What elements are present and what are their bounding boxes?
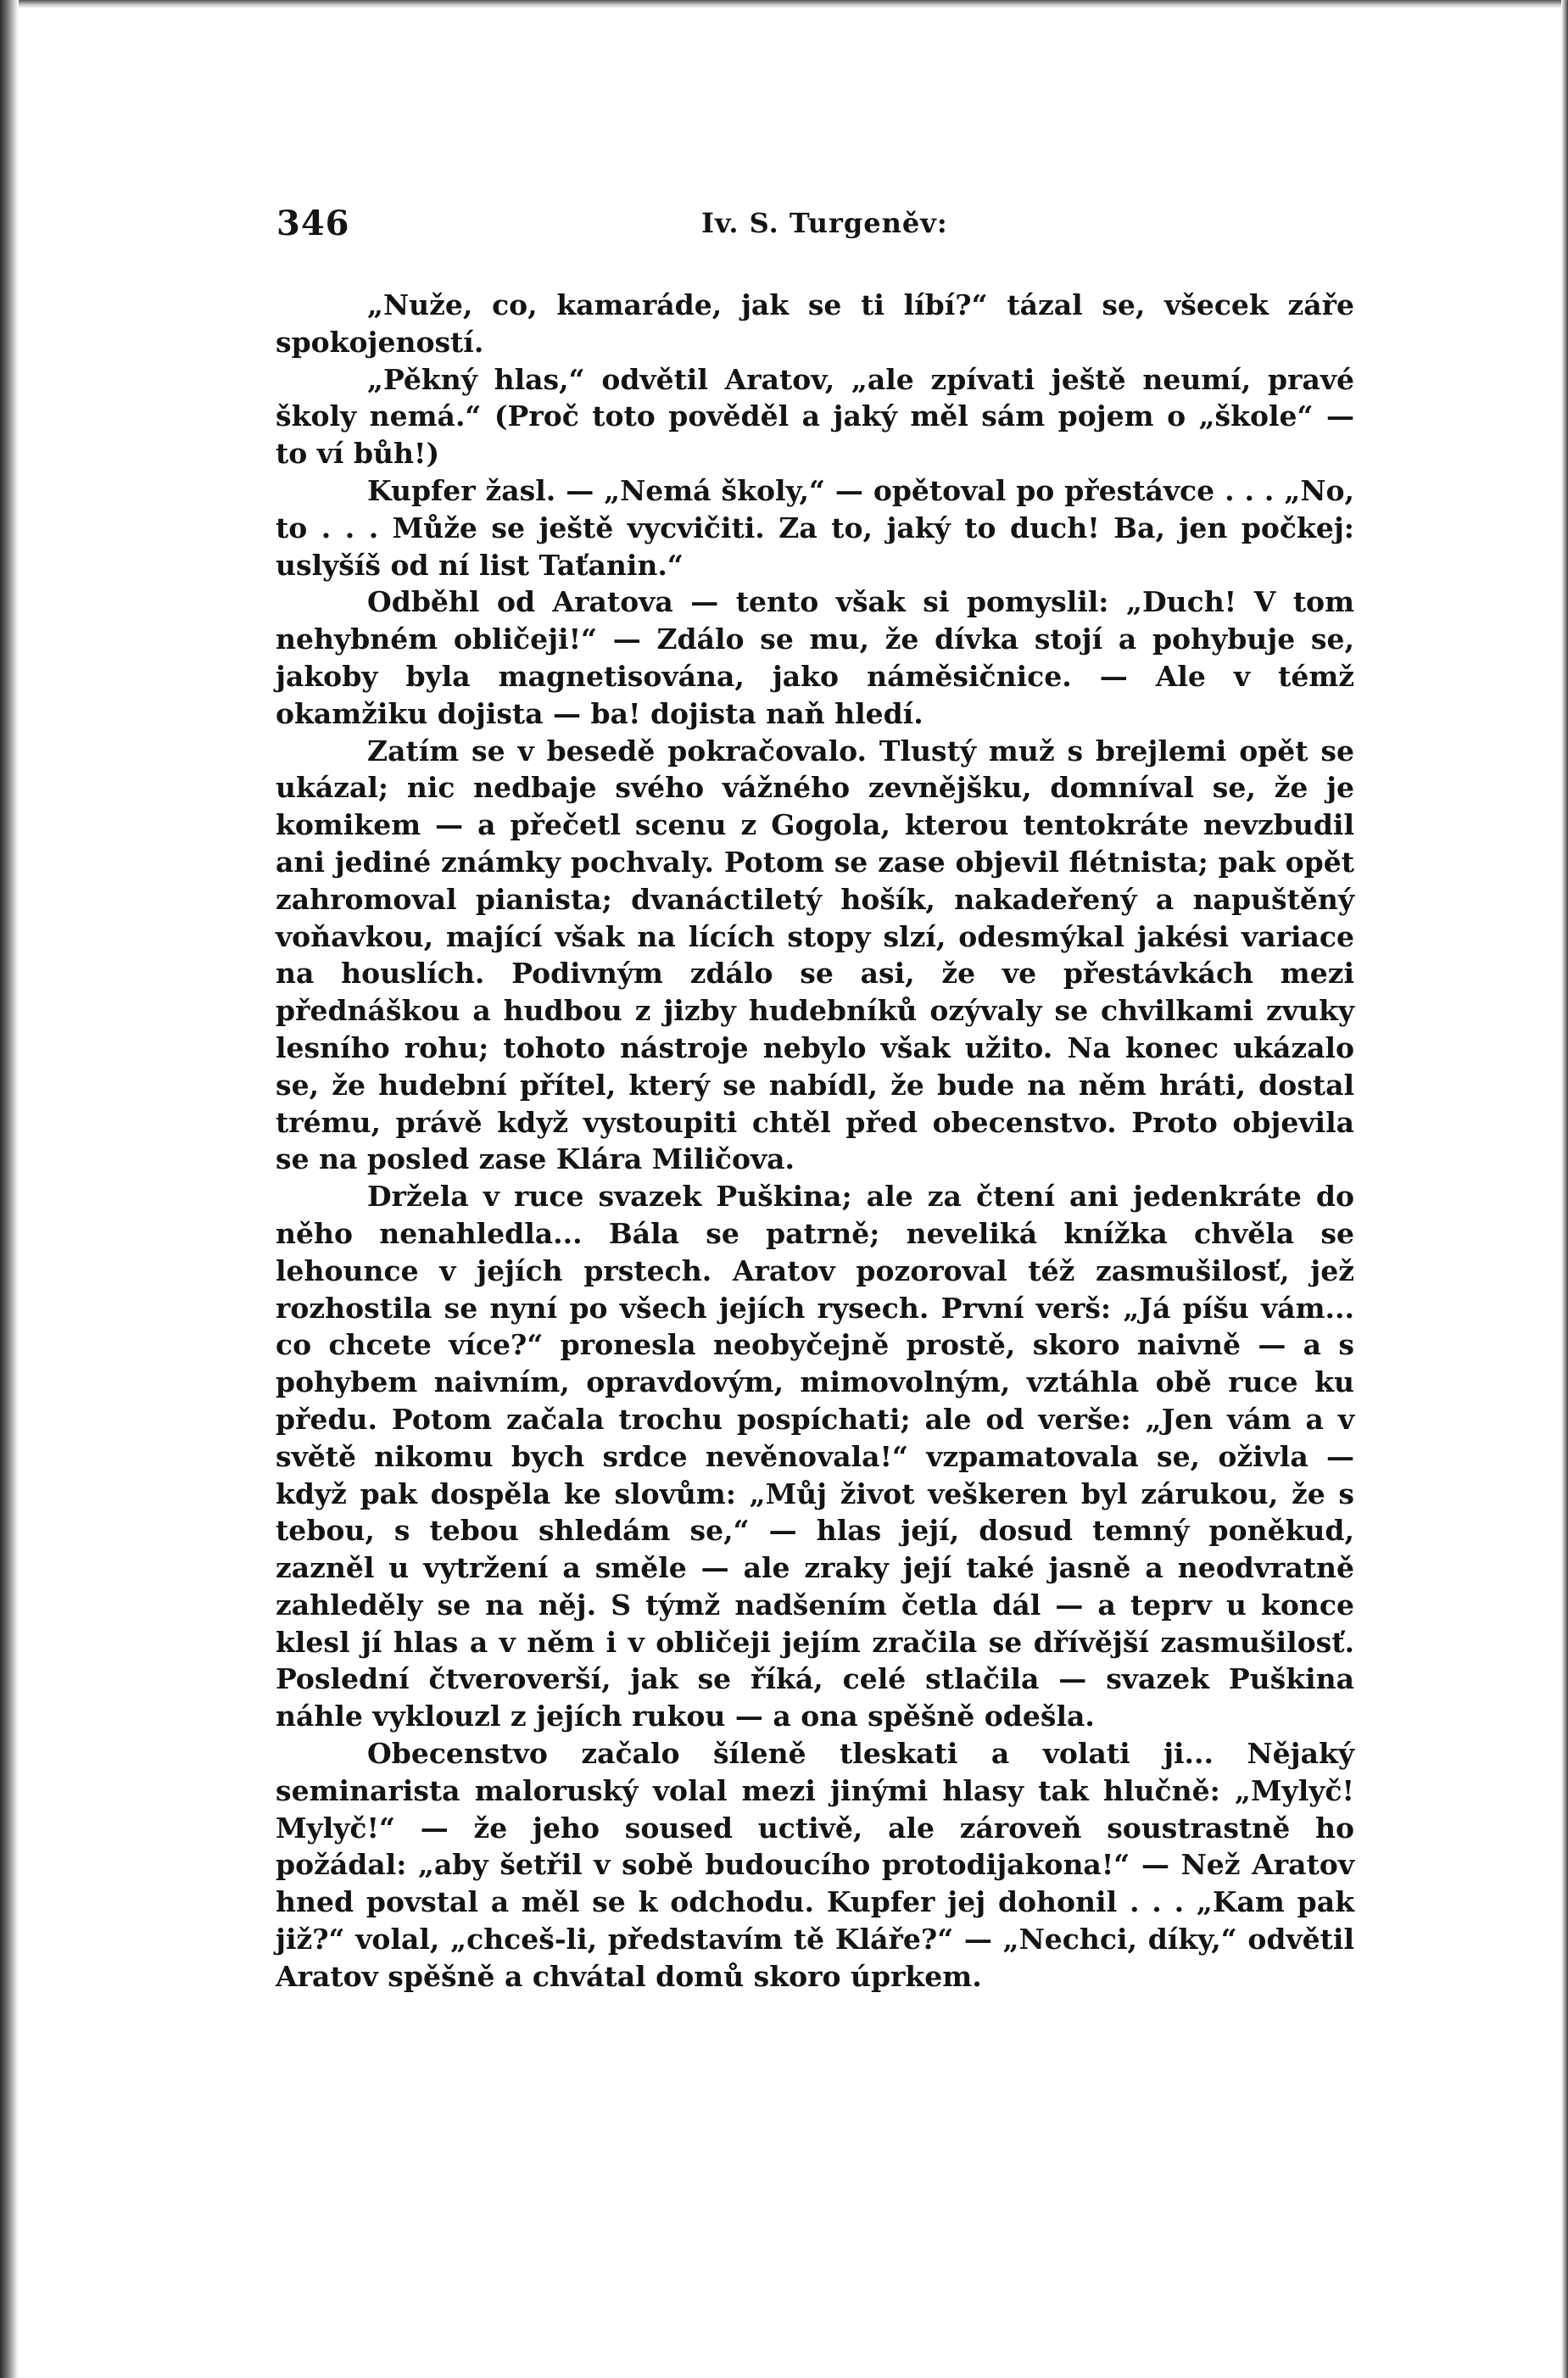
scan-edge-left: [0, 0, 19, 2378]
page-header: [276, 204, 1357, 254]
paragraph-3: Kupfer žasl. — „Nemá školy,“ — opětoval po přestávce . . . „No, to . . . Může se ještě vycvičiti. Za to, jaký to duch! Ba, jen počkej: uslyšíš od ní list Taťanin.“: [276, 473, 1354, 582]
paragraph-4: Odběhl od Aratova — tento však si pomyslil: „Duch! V tom nehybném obličeji!“ — Zdálo se mu, že dívka stojí a pohybuje se, jakoby byla magnetisována, jako náměsičnice. — Ale v témž okamžiku dojista — ba! dojista naň hledí.: [276, 585, 1354, 730]
paragraph-1: „Nuže, co, kamaráde, jak se ti líbí?“ tázal se, všecek záře spokojeností.: [276, 288, 1354, 359]
scan-edge-top: [0, 0, 1568, 8]
paragraph-2: „Pěkný hlas,“ odvětil Aratov, „ale zpívati ještě neumí, pravé školy nemá.“ (Proč toto pověděl a jaký měl sám pojem o „škole“ — to ví bůh!): [276, 362, 1354, 471]
paragraph-5: Zatím se v besedě pokračovalo. Tlustý muž s brejlemi opět se ukázal; nic nedbaje svého vážného zevnějšku, domníval se, že je komikem — a přečetl scenu z Gogola, kterou tentokráte nevzbudil ani jediné známky pochvaly. Potom se zase objevil flétnista; pak opět zahromoval pianista; dvanáctiletý hošík, nakadeřený a napuštěný voňavkou, mající však na lících stopy slzí, odesmýkal jakési variace na houslích. Podivným zdálo se asi, že ve přestávkách mezi přednáškou a hudbou z jizby hudebníků ozývaly se chvilkami zvuky lesního rohu; tohoto nástroje nebylo však užito. Na konec ukázalo se, že hudební přítel, který se nabídl, že bude na něm hráti, dostal trému, právě když vystoupiti chtěl před obecenstvo. Proto objevila se na posled zase Klára Miličova.: [276, 734, 1354, 1176]
running-head: Iv. S. Turgeněv:: [701, 207, 948, 239]
paragraph-6: Držela v ruce svazek Puškina; ale za čtení ani jedenkráte do něho nenahledla... Bála se patrně; neveliká knížka chvěla se lehounce v jejích prstech. Aratov pozoroval též zasmušilosť, jež rozhostila se nyní po všech jejích rysech. První verš: „Já píšu vám... co chcete více?“ pronesla neobyčejně prostě, skoro naivně — a s pohybem naivním, opravdovým, mimovolným, vztáhla obě ruce ku předu. Potom začala trochu pospíchati; ale od verše: „Jen vám a v světě nikomu bych srdce nevěnovala!“ vzpamatovala se, oživla — když pak dospěla ke slovům: „Můj život veškeren byl zárukou, že s tebou, s tebou shledám se,“ — hlas její, dosud temný poněkud, zazněl u vytržení a směle — ale zraky její také jasně a neodvratně zahleděly se na něj. S týmž nadšením četla dál — a teprv u konce klesl jí hlas a v něm i v obličeji jejím zračila se dřívější zasmušilosť. Poslední čtveroverší, jak se říká, celé stlačila — svazek Puškina náhle vyklouzl z jejích rukou — a ona spěšně odešla.: [276, 1180, 1354, 1733]
page-number: 346: [276, 204, 350, 243]
scan-edge-right: [1561, 0, 1568, 2378]
body-text: [276, 287, 1354, 1996]
paragraph-7: Obecenstvo začalo šíleně tleskati a volati ji... Nějaký seminarista maloruský volal mezi jinými hlasy tak hlučně: „Mylyč! Mylyč!“ — že jeho soused uctivě, ale zároveň soustrastně ho požádal: „aby šetřil v sobě budoucího protodijakona!“ — Než Aratov hned povstal a měl se k odchodu. Kupfer jej dohonil . . . „Kam pak již?“ volal, „chceš-li, představím tě Kláře?“ — „Nechci, díky,“ odvětil Aratov spěšně a chvátal domů skoro úprkem.: [276, 1737, 1354, 1993]
